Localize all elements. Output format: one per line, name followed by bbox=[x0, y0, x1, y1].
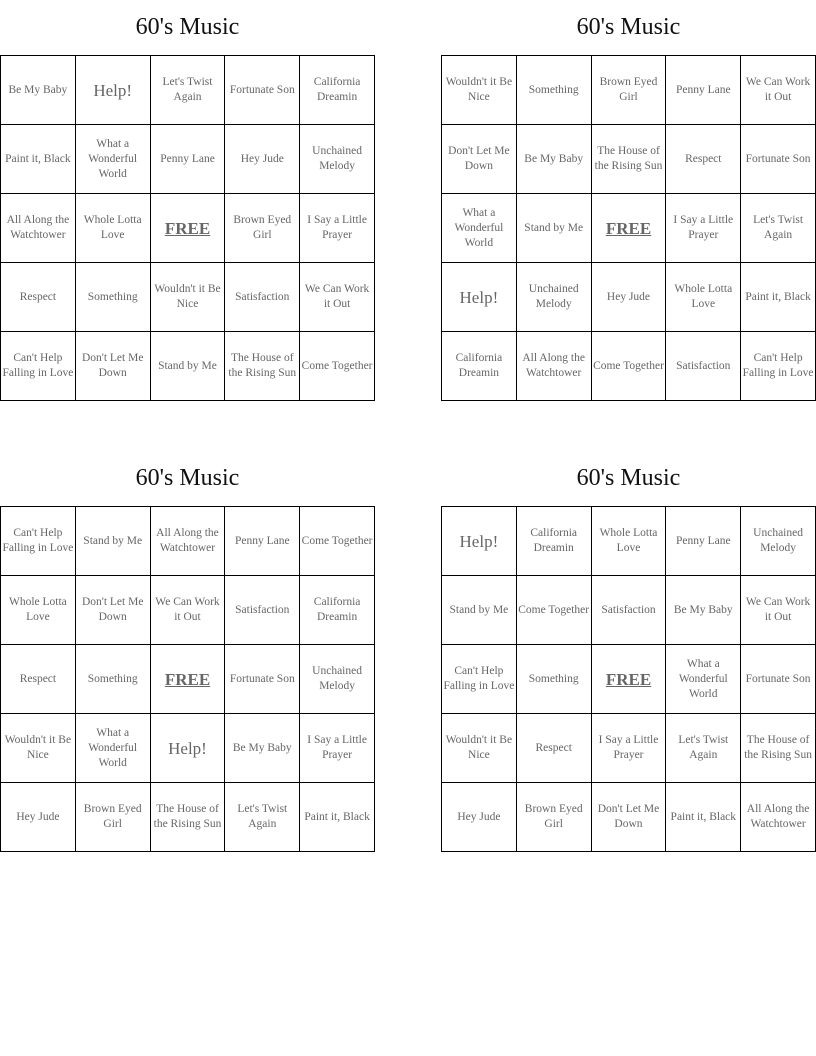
bingo-cell: Hey Jude bbox=[591, 263, 666, 332]
bingo-cell: Whole Lotta Love bbox=[591, 507, 666, 576]
bingo-cell: Something bbox=[516, 56, 591, 125]
free-space: FREE bbox=[591, 194, 666, 263]
bingo-cell: Don't Let Me Down bbox=[442, 125, 517, 194]
bingo-cell: Let's Twist Again bbox=[225, 783, 300, 852]
bingo-cell: Can't Help Falling in Love bbox=[741, 332, 816, 401]
bingo-cell: Wouldn't it Be Nice bbox=[1, 714, 76, 783]
bingo-cell: Brown Eyed Girl bbox=[516, 783, 591, 852]
bingo-cell: Let's Twist Again bbox=[741, 194, 816, 263]
bingo-cell: Whole Lotta Love bbox=[75, 194, 150, 263]
bingo-cell: California Dreamin bbox=[442, 332, 517, 401]
card-title: 60's Music bbox=[135, 465, 240, 491]
grid-row bbox=[1, 56, 375, 125]
bingo-cell: Stand by Me bbox=[516, 194, 591, 263]
bingo-card-3 bbox=[0, 451, 375, 852]
grid-row bbox=[1, 576, 375, 645]
bingo-cell: Hey Jude bbox=[442, 783, 517, 852]
bingo-cell: What a Wonderful World bbox=[75, 714, 150, 783]
bingo-cell: Something bbox=[516, 645, 591, 714]
card-title: 60's Music bbox=[135, 14, 240, 40]
bingo-cell: The House of the Rising Sun bbox=[150, 783, 225, 852]
bingo-cell: Unchained Melody bbox=[300, 645, 375, 714]
bingo-cell: I Say a Little Prayer bbox=[300, 194, 375, 263]
grid-row bbox=[1, 263, 375, 332]
bingo-cell: Paint it, Black bbox=[1, 125, 76, 194]
bingo-cell: The House of the Rising Sun bbox=[225, 332, 300, 401]
bingo-cell: Respect bbox=[1, 263, 76, 332]
bingo-cell: Come Together bbox=[516, 576, 591, 645]
bingo-cell: I Say a Little Prayer bbox=[300, 714, 375, 783]
bingo-cell: Don't Let Me Down bbox=[75, 332, 150, 401]
bingo-cell: Penny Lane bbox=[666, 56, 741, 125]
bingo-cell: Paint it, Black bbox=[741, 263, 816, 332]
bingo-cell: Paint it, Black bbox=[300, 783, 375, 852]
bingo-cell: Help! bbox=[75, 56, 150, 125]
bingo-grid bbox=[441, 506, 816, 852]
bingo-cell: Wouldn't it Be Nice bbox=[150, 263, 225, 332]
bingo-cell: Unchained Melody bbox=[741, 507, 816, 576]
bingo-cell: Brown Eyed Girl bbox=[225, 194, 300, 263]
bingo-card-4 bbox=[441, 451, 816, 852]
bingo-cell: Hey Jude bbox=[1, 783, 76, 852]
grid-row bbox=[1, 645, 375, 714]
bingo-cell: Paint it, Black bbox=[666, 783, 741, 852]
bingo-cell: Unchained Melody bbox=[516, 263, 591, 332]
bingo-cell: Come Together bbox=[300, 332, 375, 401]
bingo-cell: We Can Work it Out bbox=[741, 576, 816, 645]
bingo-cell: Let's Twist Again bbox=[150, 56, 225, 125]
bingo-cell: The House of the Rising Sun bbox=[591, 125, 666, 194]
bingo-cell: Respect bbox=[516, 714, 591, 783]
card-title: 60's Music bbox=[576, 465, 681, 491]
grid-row bbox=[1, 507, 375, 576]
bingo-cell: Be My Baby bbox=[1, 56, 76, 125]
bingo-cell: Fortunate Son bbox=[225, 645, 300, 714]
bingo-cell: We Can Work it Out bbox=[741, 56, 816, 125]
bingo-cell: The House of the Rising Sun bbox=[741, 714, 816, 783]
bingo-cell: Whole Lotta Love bbox=[666, 263, 741, 332]
bingo-cell: Let's Twist Again bbox=[666, 714, 741, 783]
grid-row bbox=[1, 783, 375, 852]
bingo-cell: Stand by Me bbox=[442, 576, 517, 645]
free-space: FREE bbox=[150, 645, 225, 714]
bingo-cell: Satisfaction bbox=[666, 332, 741, 401]
bingo-cell: Brown Eyed Girl bbox=[591, 56, 666, 125]
bingo-cell: Brown Eyed Girl bbox=[75, 783, 150, 852]
grid-row bbox=[1, 332, 375, 401]
bingo-cell: Whole Lotta Love bbox=[1, 576, 76, 645]
grid-row bbox=[442, 56, 816, 125]
grid-row bbox=[442, 332, 816, 401]
grid-row bbox=[442, 194, 816, 263]
grid-row bbox=[442, 576, 816, 645]
grid-row bbox=[1, 194, 375, 263]
grid-row bbox=[442, 125, 816, 194]
bingo-cell: Satisfaction bbox=[225, 263, 300, 332]
bingo-cell: Hey Jude bbox=[225, 125, 300, 194]
bingo-cell: Can't Help Falling in Love bbox=[1, 332, 76, 401]
bingo-card-1 bbox=[0, 0, 375, 401]
bingo-cell: Wouldn't it Be Nice bbox=[442, 714, 517, 783]
bingo-cell: Penny Lane bbox=[150, 125, 225, 194]
bingo-cell: Stand by Me bbox=[75, 507, 150, 576]
bingo-cell: Help! bbox=[442, 507, 517, 576]
bingo-cell: Can't Help Falling in Love bbox=[442, 645, 517, 714]
bingo-grid bbox=[0, 55, 375, 401]
bingo-cell: California Dreamin bbox=[300, 576, 375, 645]
bingo-cell: All Along the Watchtower bbox=[150, 507, 225, 576]
bingo-cell: Be My Baby bbox=[516, 125, 591, 194]
grid-row bbox=[442, 645, 816, 714]
free-space: FREE bbox=[591, 645, 666, 714]
bingo-cell: California Dreamin bbox=[300, 56, 375, 125]
bingo-cell: California Dreamin bbox=[516, 507, 591, 576]
bingo-cell: What a Wonderful World bbox=[442, 194, 517, 263]
bingo-cell: I Say a Little Prayer bbox=[666, 194, 741, 263]
bingo-cell: We Can Work it Out bbox=[150, 576, 225, 645]
bingo-cell: Fortunate Son bbox=[741, 125, 816, 194]
grid-row bbox=[442, 507, 816, 576]
bingo-cell: Wouldn't it Be Nice bbox=[442, 56, 517, 125]
grid-row bbox=[442, 783, 816, 852]
bingo-cell: We Can Work it Out bbox=[300, 263, 375, 332]
bingo-cell: Don't Let Me Down bbox=[75, 576, 150, 645]
bingo-cell: Fortunate Son bbox=[225, 56, 300, 125]
bingo-cell: Come Together bbox=[591, 332, 666, 401]
bingo-cell: All Along the Watchtower bbox=[741, 783, 816, 852]
bingo-cell: Respect bbox=[666, 125, 741, 194]
bingo-grid bbox=[0, 506, 375, 852]
bingo-cell: Something bbox=[75, 263, 150, 332]
bingo-cell: Can't Help Falling in Love bbox=[1, 507, 76, 576]
bingo-cell: Respect bbox=[1, 645, 76, 714]
bingo-cell: Penny Lane bbox=[225, 507, 300, 576]
grid-row bbox=[442, 263, 816, 332]
bingo-cell: What a Wonderful World bbox=[75, 125, 150, 194]
bingo-cell: Satisfaction bbox=[591, 576, 666, 645]
bingo-cell: I Say a Little Prayer bbox=[591, 714, 666, 783]
bingo-cell: Be My Baby bbox=[225, 714, 300, 783]
card-title: 60's Music bbox=[576, 14, 681, 40]
bingo-card-2 bbox=[441, 0, 816, 401]
grid-row bbox=[1, 714, 375, 783]
bingo-cell: Fortunate Son bbox=[741, 645, 816, 714]
bingo-cell: Satisfaction bbox=[225, 576, 300, 645]
bingo-cell: Unchained Melody bbox=[300, 125, 375, 194]
bingo-cell: Come Together bbox=[300, 507, 375, 576]
grid-row bbox=[1, 125, 375, 194]
bingo-cell: Stand by Me bbox=[150, 332, 225, 401]
bingo-cell: Don't Let Me Down bbox=[591, 783, 666, 852]
bingo-cell: What a Wonderful World bbox=[666, 645, 741, 714]
bingo-cell: Penny Lane bbox=[666, 507, 741, 576]
grid-row bbox=[442, 714, 816, 783]
bingo-grid bbox=[441, 55, 816, 401]
bingo-cell: Help! bbox=[442, 263, 517, 332]
free-space: FREE bbox=[150, 194, 225, 263]
bingo-cell: All Along the Watchtower bbox=[516, 332, 591, 401]
bingo-cell: Something bbox=[75, 645, 150, 714]
bingo-cell: Help! bbox=[150, 714, 225, 783]
bingo-cell: Be My Baby bbox=[666, 576, 741, 645]
bingo-cell: All Along the Watchtower bbox=[1, 194, 76, 263]
